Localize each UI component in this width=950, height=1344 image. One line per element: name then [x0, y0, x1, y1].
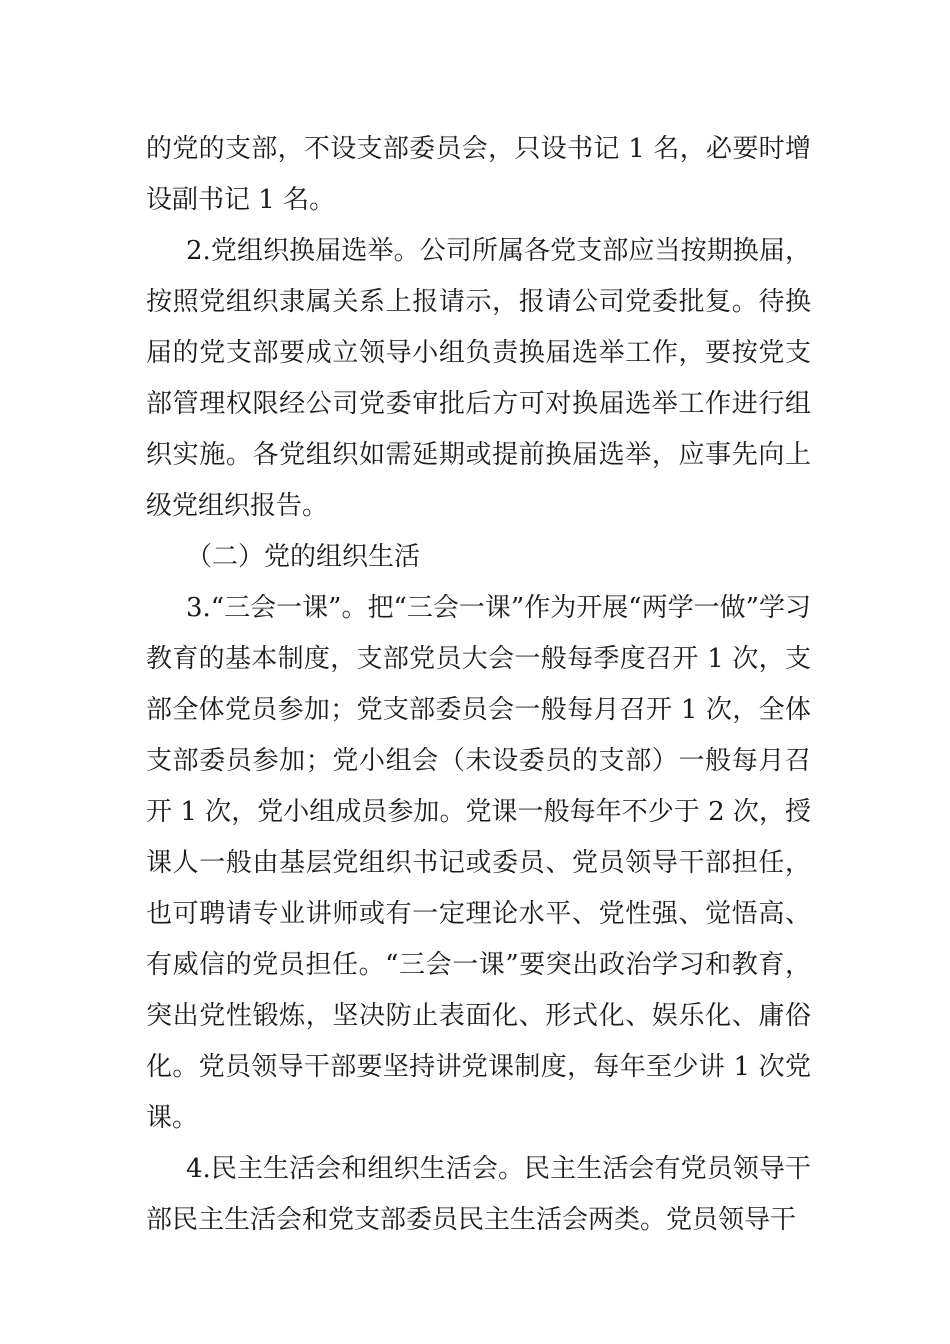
paragraph-item-3-three-meetings: 3.“三会一课”。把“三会一课”作为开展“两学一做”学习教育的基本制度，支部党员大会一般每季度召开 1 次，支部全体党员参加；党支部委员会一般每月召开 1 次，全体支部委员参加；党小组会（未设委员的支部）一般每月召开 1 次，党小组成员参加。党课一般每年不少于 2 次，授课人一般由基层党组织书记或委员、党员领导干部担任，也可聘请专业讲师或有一定理论水平、党性强、觉悟高、有威信的党员担任。“三会一课”要突出政治学习和教育，突出党性锻炼，坚决防止表面化、形式化、娱乐化、庸俗化。党员领导干部要坚持讲党课制度，每年至少讲 1 次党课。 — [146, 593, 811, 1133]
paragraph-item-2-election: 2.党组织换届选举。公司所属各党支部应当按期换届，按照党组织隶属关系上报请示，报请公司党委批复。待换届的党支部要成立领导小组负责换届选举工作，要按党支部管理权限经公司党委审批后方可对换届选举工作进行组织实施。各党组织如需延期或提前换届选举，应事先向上级党组织报告。 — [146, 236, 811, 521]
paragraph-item-4-democratic-life: 4.民主生活会和组织生活会。民主生活会有党员领导干部民主生活会和党支部委员民主生活会两类。党员领导干 — [146, 1154, 811, 1235]
section-heading-party-life: （二）党的组织生活 — [186, 542, 421, 572]
paragraph-continuation: 的党的支部，不设支部委员会，只设书记 1 名，必要时增设副书记 1 名。 — [146, 134, 811, 215]
document-body — [146, 124, 811, 1246]
